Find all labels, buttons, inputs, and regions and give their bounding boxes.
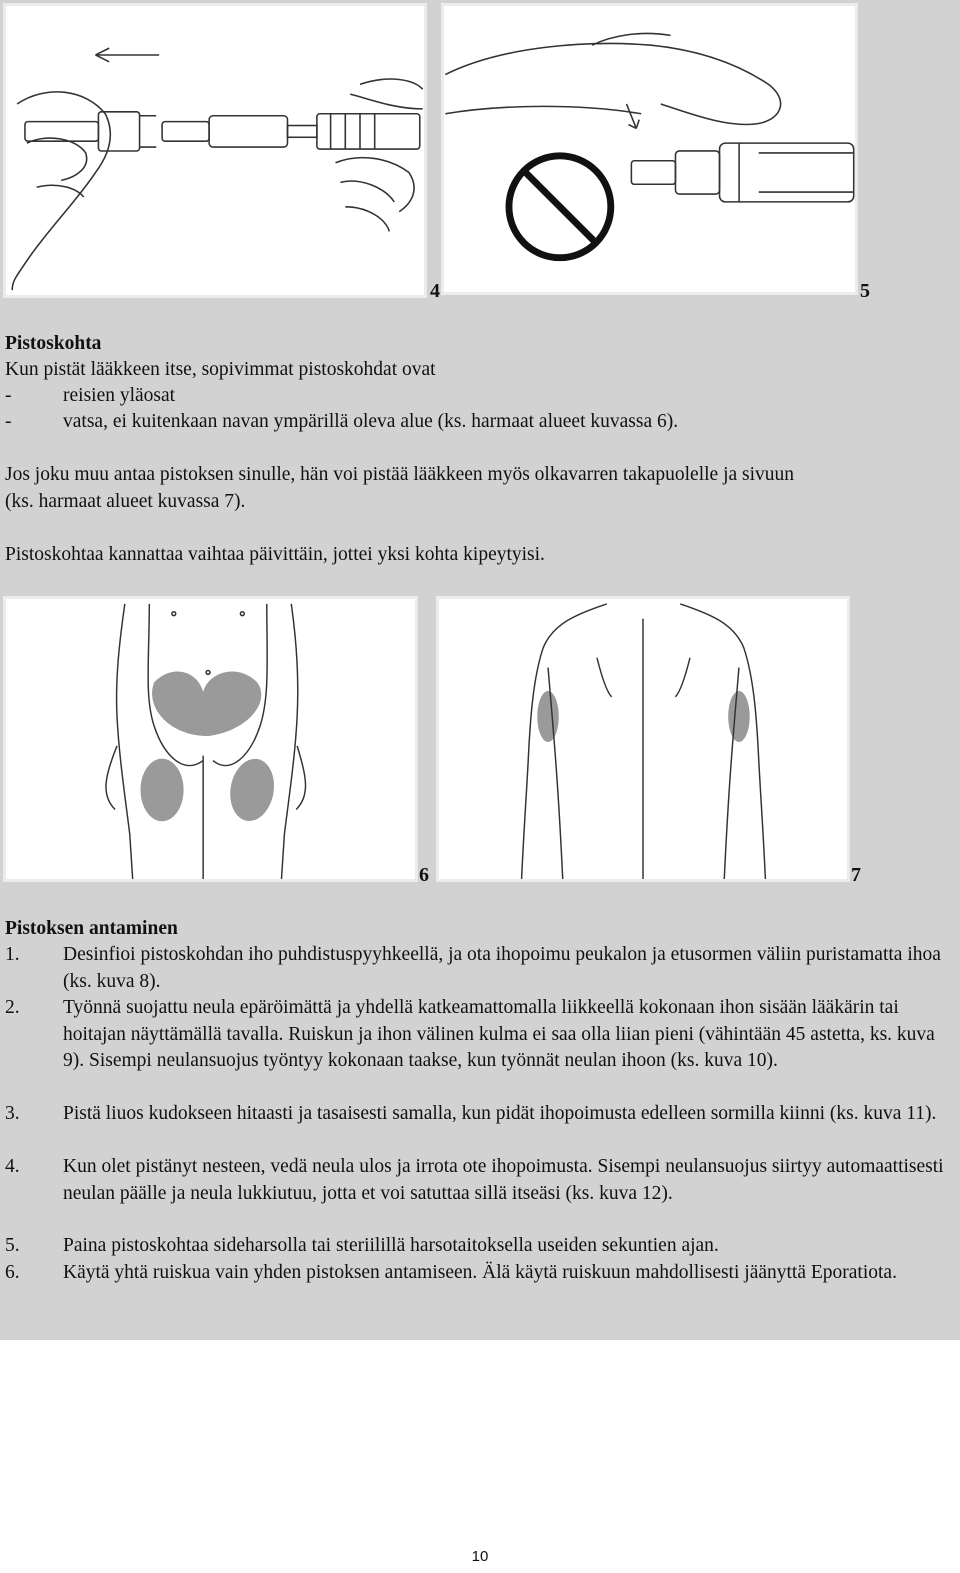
figure-6-number: 6 — [419, 864, 429, 886]
bullet-text: vatsa, ei kuitenkaan navan ympärillä oleva alue (ks. harmaat alueet kuvassa 6). — [63, 411, 679, 432]
step-item — [5, 1101, 955, 1154]
step-number: 4. — [5, 1156, 20, 1177]
syringe-cap-removal-illustration — [6, 6, 424, 295]
injection-area-shading — [141, 672, 279, 825]
bullet-text: reisien yläosat — [63, 385, 176, 406]
step-text: Paina pistoskohtaa sideharsolla tai steriilillä harsotaitoksella useiden sekuntien ajan. — [63, 1235, 719, 1256]
step-number: 6. — [5, 1262, 20, 1283]
figure-7-number: 7 — [851, 864, 861, 886]
other-person-text-line2: (ks. harmaat alueet kuvassa 7). — [5, 491, 246, 512]
step-item — [5, 1233, 955, 1259]
front-body-illustration — [6, 599, 415, 879]
bullet-marker: - — [5, 385, 12, 406]
step-item — [5, 942, 955, 995]
step-text: Työnnä suojattu neula epäröimättä ja yhdellä katkeamattomalla liikkeellä kokonaan ihon sisään lääkärin tai hoitajan näyttämällä tavalla. Ruiskun ja ihon välinen kulma ei saa olla liian pieni (vähintään 45 astetta, ks. kuva 9). Sisempi neulansuojus työntyy kokonaan taakse, kun työnnät neulan ihoon (ks. kuva 10). — [63, 997, 935, 1071]
rotate-site-text: Pistoskohtaa kannattaa vaihtaa päivittäin, jottei yksi kohta kipeytyisi. — [5, 544, 545, 565]
figure-7-back-body-sites — [436, 596, 850, 882]
figure-6-front-body-sites — [3, 596, 418, 882]
step-item — [5, 995, 955, 1101]
step-text: Desinfioi pistoskohdan iho puhdistuspyyhkeellä, ja ota ihopoimu peukalon ja etusormen väliin puristamatta ihoa (ks. kuva 8). — [63, 944, 941, 992]
step-text: Kun olet pistänyt nesteen, vedä neula ulos ja irrota ote ihopoimusta. Sisempi neulansuojus siirtyy automaattisesti neulan päälle ja neula lukkiutuu, jotta et voi satuttaa sillä itseäsi (ks. kuva 12). — [63, 1156, 944, 1204]
step-number: 3. — [5, 1103, 20, 1124]
other-person-text-line1: Jos joku muu antaa pistoksen sinulle, hän voi pistää lääkkeen myös olkavarren takapuolelle ja sivuun — [5, 464, 795, 485]
figure-4-number: 4 — [430, 280, 440, 302]
step-text: Käytä yhtä ruiskua vain yhden pistoksen antamiseen. Älä käytä ruiskuun mahdollisesti jäänyttä Eporatiota. — [63, 1262, 897, 1283]
step-item — [5, 1260, 955, 1313]
list-item — [5, 383, 955, 409]
list-item — [5, 409, 955, 435]
back-body-illustration — [439, 599, 847, 879]
step-number: 1. — [5, 944, 20, 965]
step-number: 2. — [5, 997, 20, 1018]
page-number: 10 — [471, 1548, 489, 1565]
figure-5-number: 5 — [860, 280, 870, 302]
finger-warning-illustration — [444, 6, 855, 292]
injection-site-intro: Kun pistät lääkkeen itse, sopivimmat pistoskohdat ovat — [5, 359, 436, 380]
figure-4-remove-needle-cap — [3, 3, 427, 298]
bullet-marker: - — [5, 411, 12, 432]
administration-heading: Pistoksen antaminen — [5, 918, 178, 939]
step-text: Pistä liuos kudokseen hitaasti ja tasaisesti samalla, kun pidät ihopoimusta edelleen sormilla kiinni (ks. kuva 11). — [63, 1103, 937, 1124]
figure-5-do-not-touch — [441, 3, 858, 295]
step-item — [5, 1154, 955, 1233]
injection-site-heading: Pistoskohta — [5, 333, 102, 354]
step-number: 5. — [5, 1235, 20, 1256]
